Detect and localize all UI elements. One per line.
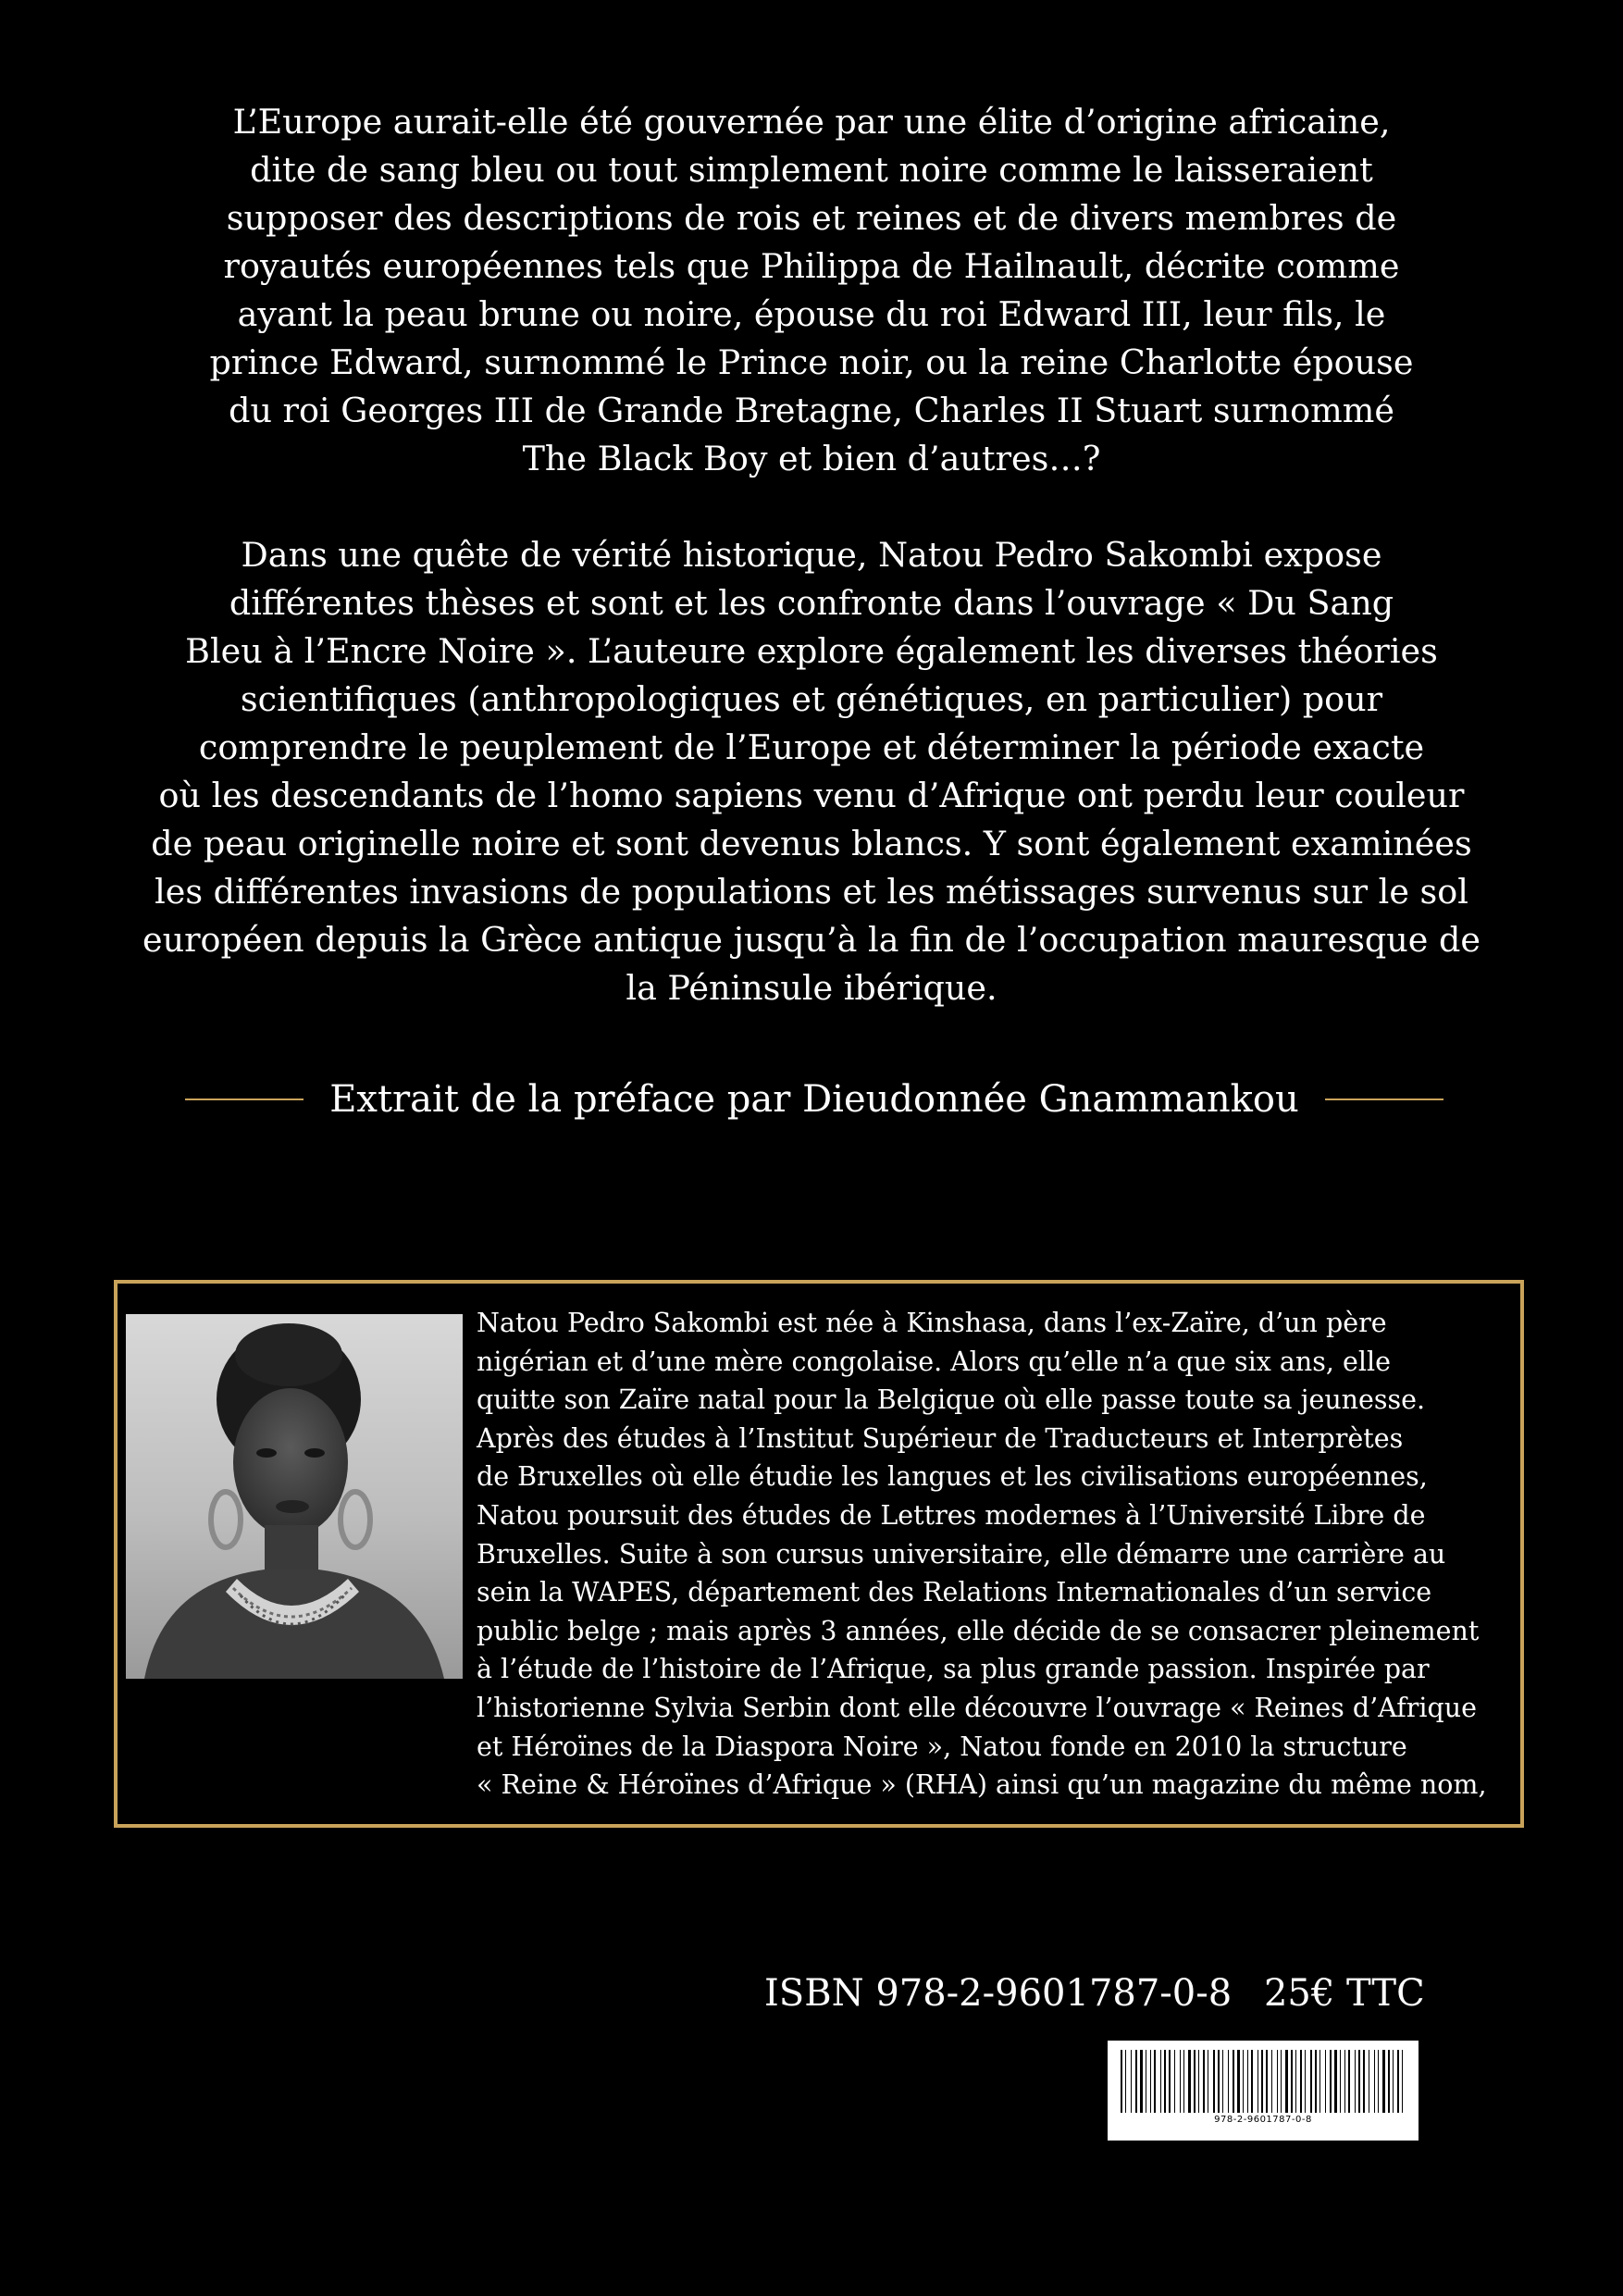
bio-line: Bruxelles. Suite à son cursus universitaire, elle démarre une carrière au [477, 1538, 1446, 1570]
blurb-line: de peau originelle noire et sont devenus blancs. Y sont également examinées [151, 824, 1472, 863]
barcode-bar [1218, 2050, 1220, 2113]
bio-line: à l’étude de l’histoire de l’Afrique, sa plus grande passion. Inspirée par [477, 1654, 1430, 1685]
barcode-bar [1374, 2050, 1375, 2113]
barcode-bar [1233, 2050, 1234, 2113]
barcode-bar [1388, 2050, 1390, 2113]
divider-right [1325, 1098, 1443, 1100]
bio-line: Natou Pedro Sakombi est née à Kinshasa, dans l’ex-Zaïre, d’un père [477, 1308, 1387, 1338]
isbn-text: ISBN 978-2-9601787-0-8 [764, 1972, 1233, 2015]
barcode-bar [1393, 2050, 1394, 2113]
blurb-line: du roi Georges III de Grande Bretagne, Charles II Stuart surnommé [229, 391, 1394, 430]
barcode-bar [1310, 2050, 1312, 2113]
blurb-line: comprendre le peuplement de l’Europe et déterminer la période exacte [198, 727, 1425, 767]
blurb-line: scientifiques (anthropologiques et génétiques, en particulier) pour [240, 679, 1383, 719]
barcode-bar [1340, 2050, 1341, 2113]
blurb-line: The Black Boy et bien d’autres…? [522, 439, 1101, 478]
bio-line: nigérian et d’une mère congolaise. Alors qu’elle n’a que six ans, elle [477, 1346, 1391, 1377]
barcode-bar [1125, 2050, 1126, 2113]
barcode-bar [1266, 2050, 1268, 2113]
blurb-line: ayant la peau brune ou noire, épouse du roi Edward III, leur fils, le [237, 294, 1386, 334]
preface-attribution [185, 1074, 1443, 1125]
barcode-bar [1285, 2050, 1288, 2113]
barcode-bar [1325, 2050, 1326, 2113]
barcode-bar [1251, 2050, 1253, 2113]
barcode-bar [1174, 2050, 1175, 2113]
barcode-digits: 978-2-9601787-0-8 [1214, 2115, 1312, 2125]
barcode-bar [1261, 2050, 1263, 2113]
barcode-bar [1315, 2050, 1317, 2113]
barcode-bar [1243, 2050, 1244, 2113]
bio-line: « Reine & Héroïnes d’Afrique » (RHA) ainsi qu’un magazine du même nom, [477, 1769, 1487, 1801]
barcode-bars [1119, 2050, 1407, 2113]
isbn-price-line [764, 1972, 1468, 2015]
blurb-line: la Péninsule ibérique. [626, 968, 997, 1008]
blurb-line: supposer des descriptions de rois et reines et de divers membres de [226, 198, 1397, 238]
barcode-bar [1402, 2050, 1403, 2113]
barcode-bar [1305, 2050, 1306, 2113]
barcode-bar [1198, 2050, 1199, 2113]
barcode-bar [1300, 2050, 1302, 2113]
barcode-bar [1281, 2050, 1282, 2113]
barcode-bar [1131, 2050, 1132, 2113]
barcode-bar [1344, 2050, 1345, 2113]
bio-line: l’historienne Sylvia Serbin dont elle découvre l’ouvrage « Reines d’Afrique [477, 1692, 1477, 1723]
bio-line: Après des études à l’Institut Supérieur de Traducteurs et Interprètes [477, 1422, 1404, 1454]
blurb-line: les différentes invasions de populations et les métissages survenus sur le sol [155, 872, 1468, 912]
barcode-bar [1355, 2050, 1356, 2113]
author-portrait-illustration [126, 1314, 463, 1679]
barcode-bar [1295, 2050, 1296, 2113]
author-bio-text [477, 1304, 1513, 1805]
barcode-bar [1334, 2050, 1337, 2113]
author-photo [126, 1314, 463, 1679]
isbn-barcode [1108, 2041, 1419, 2141]
barcode-bar [1213, 2050, 1215, 2113]
barcode-bar [1330, 2050, 1332, 2113]
barcode-bar [1222, 2050, 1223, 2113]
attribution-text: Extrait de la préface par Dieudonnée Gnammankou [329, 1078, 1299, 1121]
author-bio-box [114, 1280, 1524, 1828]
barcode-bar [1363, 2050, 1365, 2113]
bio-line: public belge ; mais après 3 années, elle décide de se consacrer pleinement [477, 1615, 1480, 1646]
barcode-bar [1203, 2050, 1205, 2113]
barcode-bar [1164, 2050, 1166, 2113]
barcode-bar [1237, 2050, 1240, 2113]
barcode-bar [1397, 2050, 1399, 2113]
blurb-paragraph-1 [102, 98, 1521, 483]
blurb-line: Bleu à l’Encre Noire ». L’auteure explore également les diverses théories [185, 631, 1438, 671]
barcode-bar [1160, 2050, 1161, 2113]
barcode-bar [1194, 2050, 1196, 2113]
bio-line: de Bruxelles où elle étudie les langues et les civilisations européennes, [477, 1461, 1428, 1493]
blurb-line: L’Europe aurait-elle été gouvernée par une élite d’origine africaine, [232, 102, 1391, 142]
blurb-paragraph-2 [102, 531, 1521, 1012]
blurb-line: Dans une quête de vérité historique, Natou Pedro Sakombi expose [241, 535, 1382, 575]
barcode-bar [1121, 2050, 1122, 2113]
blurb-line: royautés européennes tels que Philippa de Hailnault, décrite comme [223, 246, 1400, 286]
barcode-bar [1169, 2050, 1171, 2113]
blurb-line: dite de sang bleu ou tout simplement noire comme le laisseraient [250, 150, 1373, 190]
barcode-bar [1247, 2050, 1248, 2113]
barcode-bar [1188, 2050, 1191, 2113]
barcode-bar [1135, 2050, 1137, 2113]
barcode-bar [1358, 2050, 1360, 2113]
barcode-bar [1382, 2050, 1385, 2113]
barcode-bar [1291, 2050, 1293, 2113]
divider-left [185, 1098, 304, 1100]
barcode-bar [1154, 2050, 1156, 2113]
price-text: 25€ TTC [1263, 1972, 1425, 2015]
bio-line: Natou poursuit des études de Lettres modernes à l’Université Libre de [477, 1499, 1426, 1531]
barcode-bar [1348, 2050, 1350, 2113]
barcode-bar [1319, 2050, 1320, 2113]
barcode-bar [1140, 2050, 1143, 2113]
barcode-bar [1378, 2050, 1379, 2113]
barcode-bar [1150, 2050, 1151, 2113]
blurb-line: où les descendants de l’homo sapiens venu d’Afrique ont perdu leur couleur [158, 776, 1465, 815]
blurb-line: différentes thèses et sont et les confronte dans l’ouvrage « Du Sang [229, 583, 1394, 623]
barcode-bar [1183, 2050, 1184, 2113]
barcode-bar [1180, 2050, 1181, 2113]
blurb-line: européen depuis la Grèce antique jusqu’à la fin de l’occupation mauresque de [142, 920, 1481, 960]
barcode-bar [1271, 2050, 1272, 2113]
bio-line: et Héroïnes de la Diaspora Noire », Natou fonde en 2010 la structure [477, 1731, 1407, 1762]
bio-line: sein la WAPES, département des Relations Internationales d’un service [477, 1577, 1432, 1608]
barcode-bar [1277, 2050, 1278, 2113]
bio-line: quitte son Zaïre natal pour la Belgique où elle passe toute sa jeunesse. [477, 1384, 1426, 1416]
barcode-bar [1228, 2050, 1229, 2113]
blurb-line: prince Edward, surnommé le Prince noir, ou la reine Charlotte épouse [209, 342, 1414, 382]
